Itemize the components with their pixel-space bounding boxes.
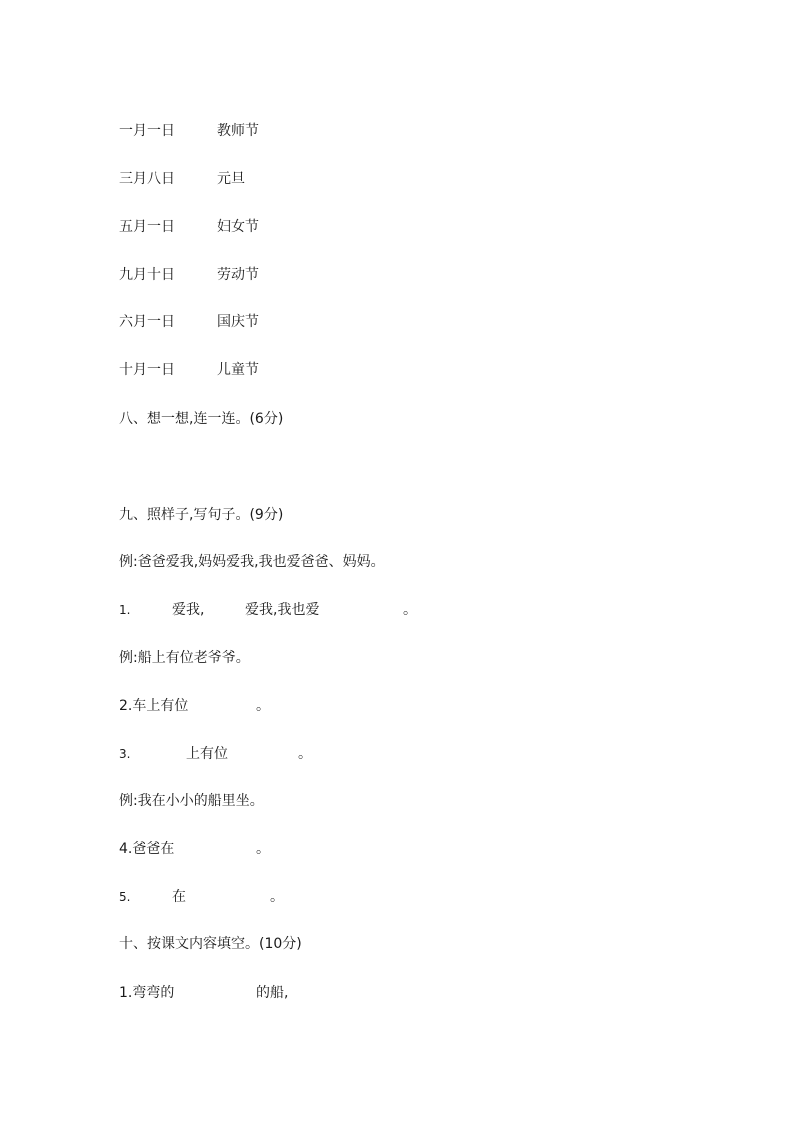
section-10-title: 十、按课文内容填空。(10分): [119, 936, 302, 952]
question-text: 的船,: [256, 985, 289, 1001]
question-text: 在: [172, 889, 186, 905]
question-text: 1.弯弯的: [119, 985, 175, 1001]
question-end: 。: [256, 841, 270, 857]
question-end: 。: [298, 746, 312, 762]
match-festival: 教师节: [217, 123, 259, 139]
match-festival: 元旦: [217, 171, 245, 187]
match-festival: 国庆节: [217, 314, 259, 330]
match-festival: 妇女节: [217, 219, 259, 235]
example-sentence: 例:我在小小的船里坐。: [119, 793, 264, 809]
match-date: 九月十日: [119, 267, 175, 283]
question-text: 4.爸爸在: [119, 841, 175, 857]
match-festival: 劳动节: [217, 267, 259, 283]
question-end: 。: [256, 698, 270, 714]
question-end: 。: [270, 889, 284, 905]
section-8-title: 八、想一想,连一连。(6分): [119, 411, 284, 427]
match-date: 六月一日: [119, 314, 175, 330]
example-sentence: 例:爸爸爱我,妈妈爱我,我也爱爸爸、妈妈。: [119, 554, 385, 570]
match-festival: 儿童节: [217, 362, 259, 378]
question-number: 5.: [119, 890, 131, 904]
example-sentence: 例:船上有位老爷爷。: [119, 650, 250, 666]
question-text: 爱我,我也爱: [245, 602, 320, 618]
match-date: 五月一日: [119, 219, 175, 235]
question-end: 。: [403, 602, 417, 618]
question-text: 上有位: [186, 746, 228, 762]
match-date: 三月八日: [119, 171, 175, 187]
match-date: 一月一日: [119, 123, 175, 139]
question-text: 2.车上有位: [119, 698, 189, 714]
question-text: 爱我,: [172, 602, 205, 618]
question-number: 1.: [119, 603, 131, 617]
section-9-title: 九、照样子,写句子。(9分): [119, 507, 284, 523]
question-number: 3.: [119, 747, 131, 761]
match-date: 十月一日: [119, 362, 175, 378]
